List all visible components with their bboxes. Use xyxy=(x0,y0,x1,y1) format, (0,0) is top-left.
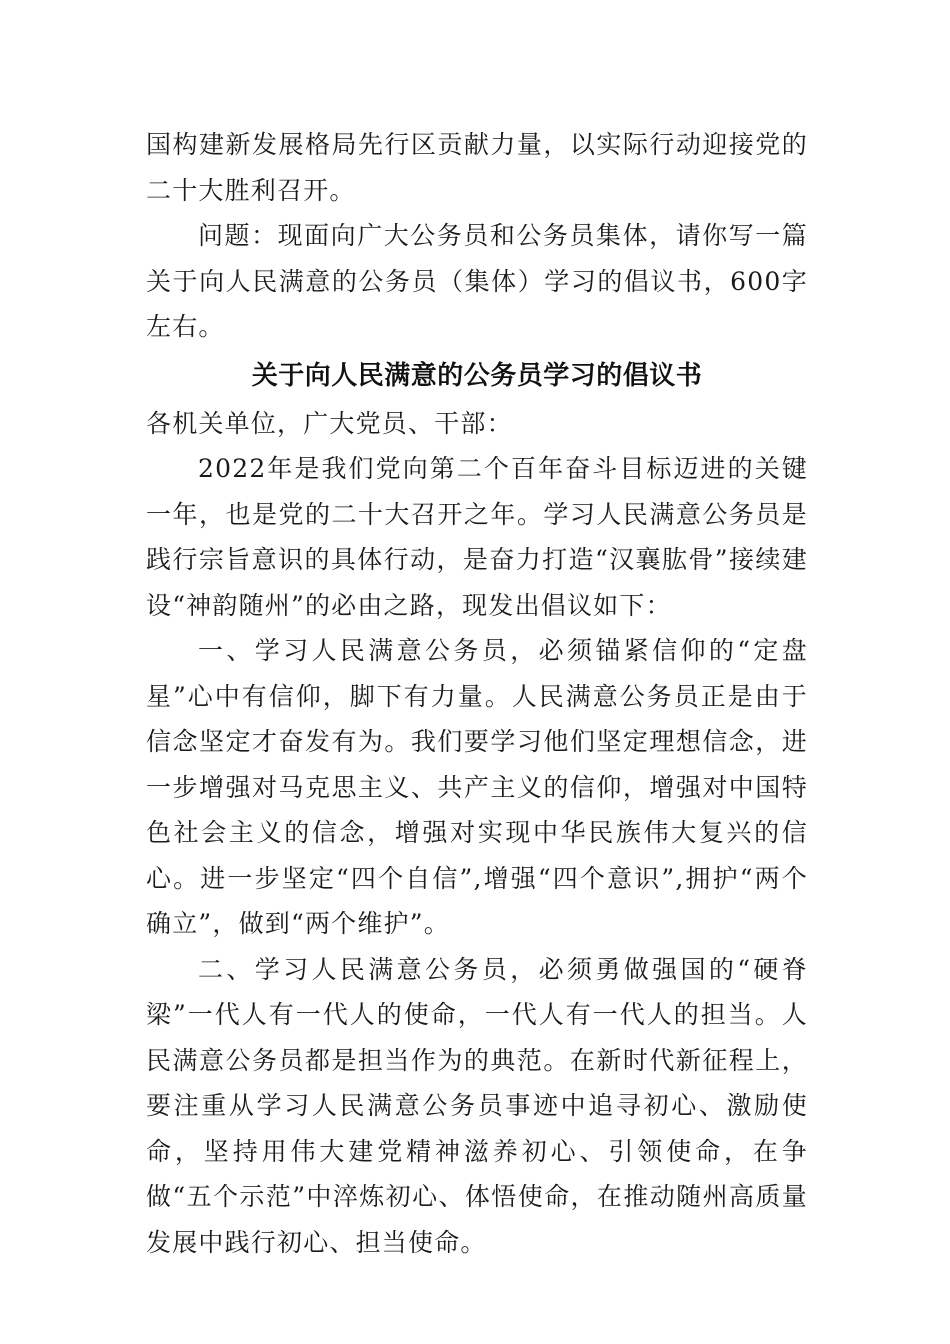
paragraph-point-one: 一、学习人民满意公务员，必须锚紧信仰的“定盘星”心中有信仰，脚下有力量。人民满意公务员正是由于信念坚定才奋发有为。我们要学习他们坚定理想信念，进一步增强对马克思主义、共产主义的信仰，增强对中国特色社会主义的信念，增强对实现中华民族伟大复兴的信心。进一步坚定“四个自信”,增强“四个意识”,拥护“两个确立”，做到“两个维护”。 xyxy=(146,636,808,938)
proposal-title: 关于向人民满意的公务员学习的倡议书 xyxy=(251,360,703,391)
document-body xyxy=(146,122,808,1265)
question-text: 问题：现面向广大公务员和公务员集体，请你写一篇关于向人民满意的公务员（集体）学习的倡议书，600字左右。 xyxy=(146,221,808,341)
paragraph-point-two: 二、学习人民满意公务员，必须勇做强国的“硬脊梁”一代人有一代人的使命，一代人有一代人的担当。人民满意公务员都是担当作为的典范。在新时代新征程上，要注重从学习人民满意公务员事迹中追寻初心、激励使命，坚持用伟大建党精神滋养初心、引领使命，在争做“五个示范”中淬炼初心、体悟使命，在推动随州高质量发展中践行初心、担当使命。 xyxy=(146,954,808,1257)
paragraph-opening: 2022年是我们党向第二个百年奋斗目标迈进的关键一年，也是党的二十大召开之年。学习人民满意公务员是践行宗旨意识的具体行动，是奋力打造“汉襄肱骨”接续建设“神韵随州”的必由之路，现发出倡议如下： xyxy=(146,454,808,620)
intro-continuation: 国构建新发展格局先行区贡献力量，以实际行动迎接党的二十大胜利召开。 xyxy=(146,130,808,205)
salutation: 各机关单位，广大党员、干部： xyxy=(146,408,513,438)
